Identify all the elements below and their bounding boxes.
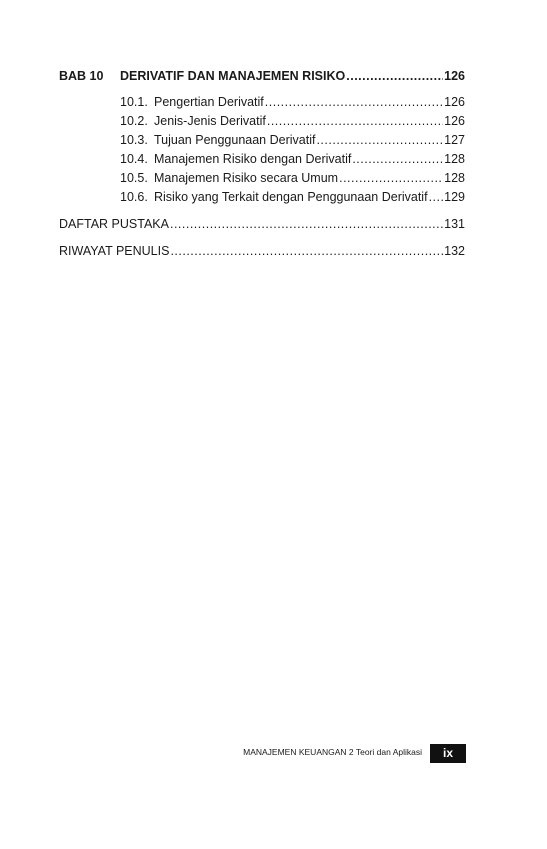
dot-leader bbox=[267, 114, 443, 128]
toc-section-entry[interactable] bbox=[120, 114, 465, 130]
page-number: 132 bbox=[444, 244, 465, 258]
toc-section-entry[interactable] bbox=[120, 95, 465, 111]
page-number: 126 bbox=[444, 95, 465, 109]
section-title: Risiko yang Terkait dengan Penggunaan Derivatif bbox=[154, 190, 428, 204]
section-number: 10.4. bbox=[120, 152, 148, 166]
section-number: 10.2. bbox=[120, 114, 148, 128]
section-title: Jenis-Jenis Derivatif bbox=[154, 114, 266, 128]
page-number: 128 bbox=[444, 152, 465, 166]
toc-backmatter-entry[interactable] bbox=[59, 217, 465, 233]
footer-book-title: MANAJEMEN KEUANGAN 2 Teori dan Aplikasi bbox=[243, 747, 422, 757]
page-footer bbox=[0, 744, 466, 764]
toc-section-entry[interactable] bbox=[120, 190, 465, 206]
backmatter-title: RIWAYAT PENULIS bbox=[59, 244, 170, 258]
toc-chapter-entry[interactable] bbox=[59, 69, 465, 85]
page-number: 126 bbox=[444, 114, 465, 128]
section-title: Tujuan Penggunaan Derivatif bbox=[154, 133, 316, 147]
toc-section-entry[interactable] bbox=[120, 152, 465, 168]
dot-leader bbox=[339, 171, 443, 185]
dot-leader bbox=[352, 152, 443, 166]
chapter-number: BAB 10 bbox=[59, 69, 104, 83]
footer-page-number: ix bbox=[430, 744, 466, 763]
section-number: 10.5. bbox=[120, 171, 148, 185]
section-number: 10.3. bbox=[120, 133, 148, 147]
dot-leader bbox=[265, 95, 443, 109]
dot-leader bbox=[429, 190, 444, 204]
dot-leader bbox=[316, 133, 443, 147]
section-number: 10.6. bbox=[120, 190, 148, 204]
toc-section-entry[interactable] bbox=[120, 171, 465, 187]
section-number: 10.1. bbox=[120, 95, 148, 109]
chapter-title: DERIVATIF DAN MANAJEMEN RISIKO bbox=[120, 69, 346, 83]
page-number: 129 bbox=[444, 190, 465, 204]
backmatter-title: DAFTAR PUSTAKA bbox=[59, 217, 169, 231]
section-title: Manajemen Risiko secara Umum bbox=[154, 171, 339, 185]
toc-backmatter-entry[interactable] bbox=[59, 244, 465, 260]
dot-leader bbox=[346, 69, 443, 83]
section-title: Pengertian Derivatif bbox=[154, 95, 264, 109]
page-number: 131 bbox=[444, 217, 465, 231]
page-number: 127 bbox=[444, 133, 465, 147]
page-number: 126 bbox=[444, 69, 465, 83]
dot-leader bbox=[170, 244, 443, 258]
dot-leader bbox=[170, 217, 443, 231]
page-number: 128 bbox=[444, 171, 465, 185]
section-title: Manajemen Risiko dengan Derivatif bbox=[154, 152, 352, 166]
toc-section-entry[interactable] bbox=[120, 133, 465, 149]
